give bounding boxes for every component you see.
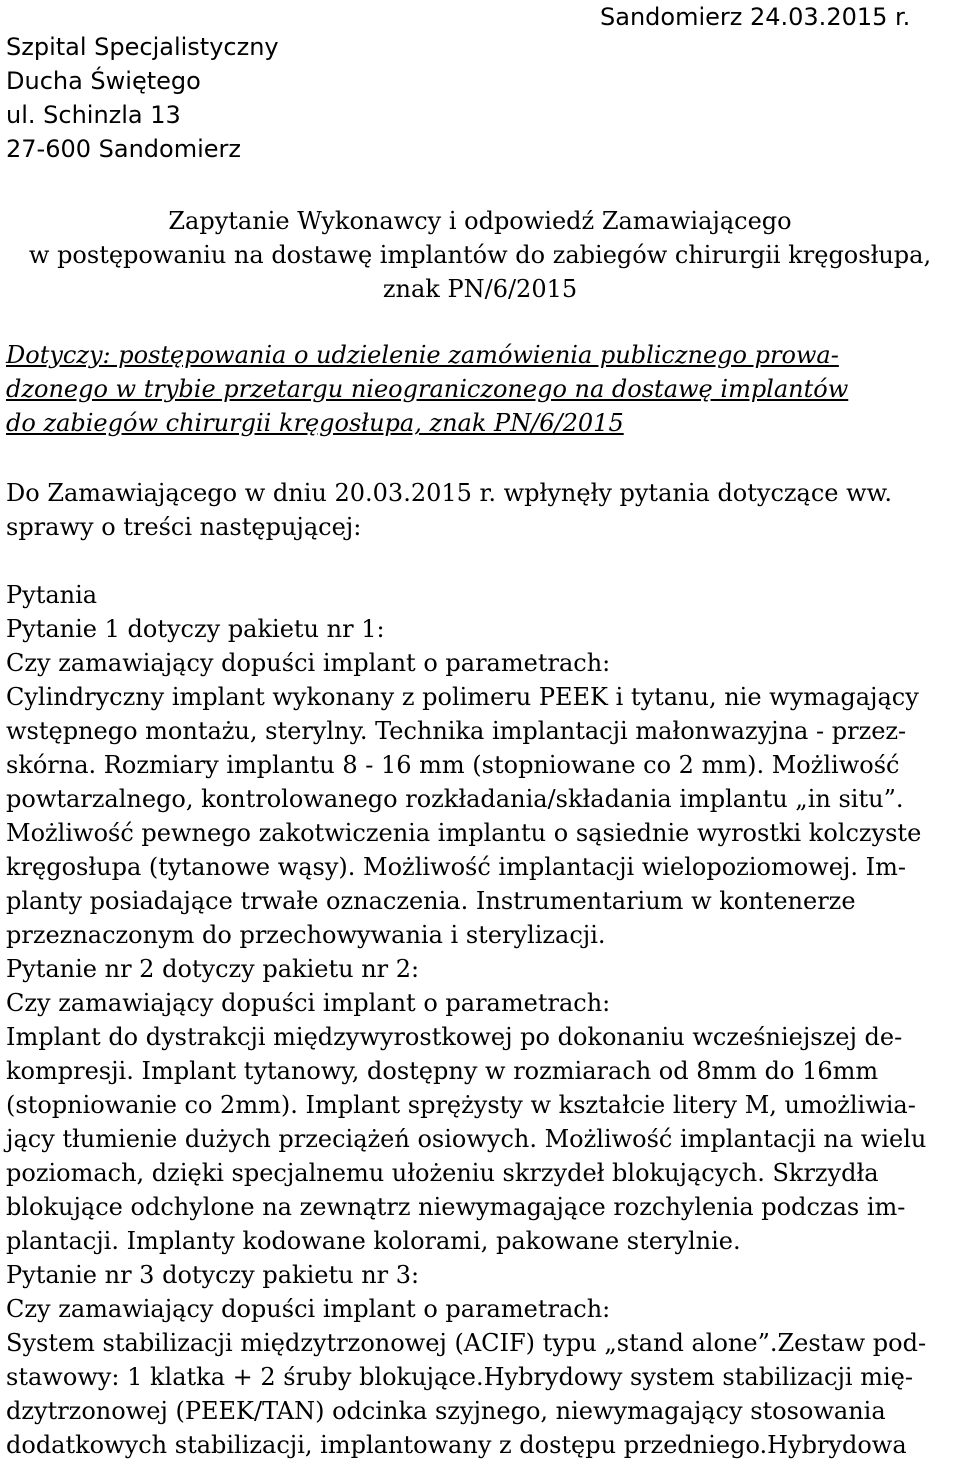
sender-street: ul. Schinzla 13 <box>6 101 181 129</box>
question-heading: Pytanie nr 3 dotyczy pakietu nr 3: <box>6 1261 420 1289</box>
question-heading: Pytanie 1 dotyczy pakietu nr 1: <box>6 615 385 643</box>
intro-line: Do Zamawiającego w dniu 20.03.2015 r. wpłynęły pytania dotyczące ww. <box>6 479 892 507</box>
intro-paragraph <box>6 476 954 544</box>
question-ask: Czy zamawiający dopuści implant o parametrach: <box>6 1295 611 1323</box>
sender-name-cont: Ducha Świętego <box>6 67 201 95</box>
document-title <box>0 204 960 306</box>
question-text-line: poziomach, dzięki specjalnemu ułożeniu skrzydeł blokujących. Skrzydła <box>6 1159 879 1187</box>
question-text-line: Cylindryczny implant wykonany z polimeru PEEK i tytanu, nie wymagający <box>6 683 919 711</box>
intro-line: sprawy o treści następującej: <box>6 513 362 541</box>
question-text-line: kompresji. Implant tytanowy, dostępny w rozmiarach od 8mm do 16mm <box>6 1057 879 1085</box>
document-date: Sandomierz 24.03.2015 r. <box>600 3 911 31</box>
questions-section <box>6 578 954 1462</box>
question-text-line: powtarzalnego, kontrolowanego rozkładania/składania implantu „in situ”. <box>6 785 904 813</box>
title-line: w postępowaniu na dostawę implantów do zabiegów chirurgii kręgosłupa, <box>28 241 932 269</box>
question-text-line: plantacji. Implanty kodowane kolorami, pakowane sterylnie. <box>6 1227 741 1255</box>
question-text-line: dzytrzonowej (PEEK/TAN) odcinka szyjnego, niewymagający stosowania <box>6 1397 886 1425</box>
question-text-line: Możliwość pewnego zakotwiczenia implantu o sąsiednie wyrostki kolczyste <box>6 819 922 847</box>
question-ask: Czy zamawiający dopuści implant o parametrach: <box>6 989 611 1017</box>
sender-address <box>6 30 279 166</box>
question-text-line: skórna. Rozmiary implantu 8 - 16 mm (stopniowane co 2 mm). Możliwość <box>6 751 900 779</box>
question-text-line: jący tłumienie dużych przeciążeń osiowych. Możliwość implantacji na wielu <box>6 1125 927 1153</box>
sender-name: Szpital Specjalistyczny <box>6 33 279 61</box>
question-text-line: wstępnego montażu, sterylny. Technika implantacji małonwazyjna - przez- <box>6 717 907 745</box>
subject-line: Dotyczy: postępowania o udzielenie zamówienia publicznego prowa- <box>6 341 839 369</box>
questions-heading: Pytania <box>6 581 98 609</box>
question-text-line: stawowy: 1 klatka + 2 śruby blokujące.Hybrydowy system stabilizacji mię- <box>6 1363 913 1391</box>
question-text-line: System stabilizacji międzytrzonowej (ACIF) typu „stand alone”.Zestaw pod- <box>6 1329 927 1357</box>
subject-line: dzonego w trybie przetargu nieograniczonego na dostawę implantów <box>6 375 849 403</box>
question-text-line: przeznaczonym do przechowywania i sterylizacji. <box>6 921 606 949</box>
sender-city: 27-600 Sandomierz <box>6 135 241 163</box>
question-text-line: blokujące odchylone na zewnątrz niewymagające rozchylenia podczas im- <box>6 1193 906 1221</box>
title-line: znak PN/6/2015 <box>382 275 578 303</box>
question-text-line: planty posiadające trwałe oznaczenia. Instrumentarium w kontenerze <box>6 887 856 915</box>
question-ask: Czy zamawiający dopuści implant o parametrach: <box>6 649 611 677</box>
subject-block <box>6 338 954 440</box>
question-text-line: Implant do dystrakcji międzywyrostkowej po dokonaniu wcześniejszej de- <box>6 1023 903 1051</box>
question-text-line: dodatkowych stabilizacji, implantowany z dostępu przedniego.Hybrydowa <box>6 1431 907 1459</box>
question-text-line: (stopniowanie co 2mm). Implant sprężysty w kształcie litery M, umożliwia- <box>6 1091 916 1119</box>
question-heading: Pytanie nr 2 dotyczy pakietu nr 2: <box>6 955 420 983</box>
title-line: Zapytanie Wykonawcy i odpowiedź Zamawiającego <box>168 207 792 235</box>
question-text-line: kręgosłupa (tytanowe wąsy). Możliwość implantacji wielopoziomowej. Im- <box>6 853 906 881</box>
subject-line: do zabiegów chirurgii kręgosłupa, znak PN/6/2015 <box>6 409 624 437</box>
